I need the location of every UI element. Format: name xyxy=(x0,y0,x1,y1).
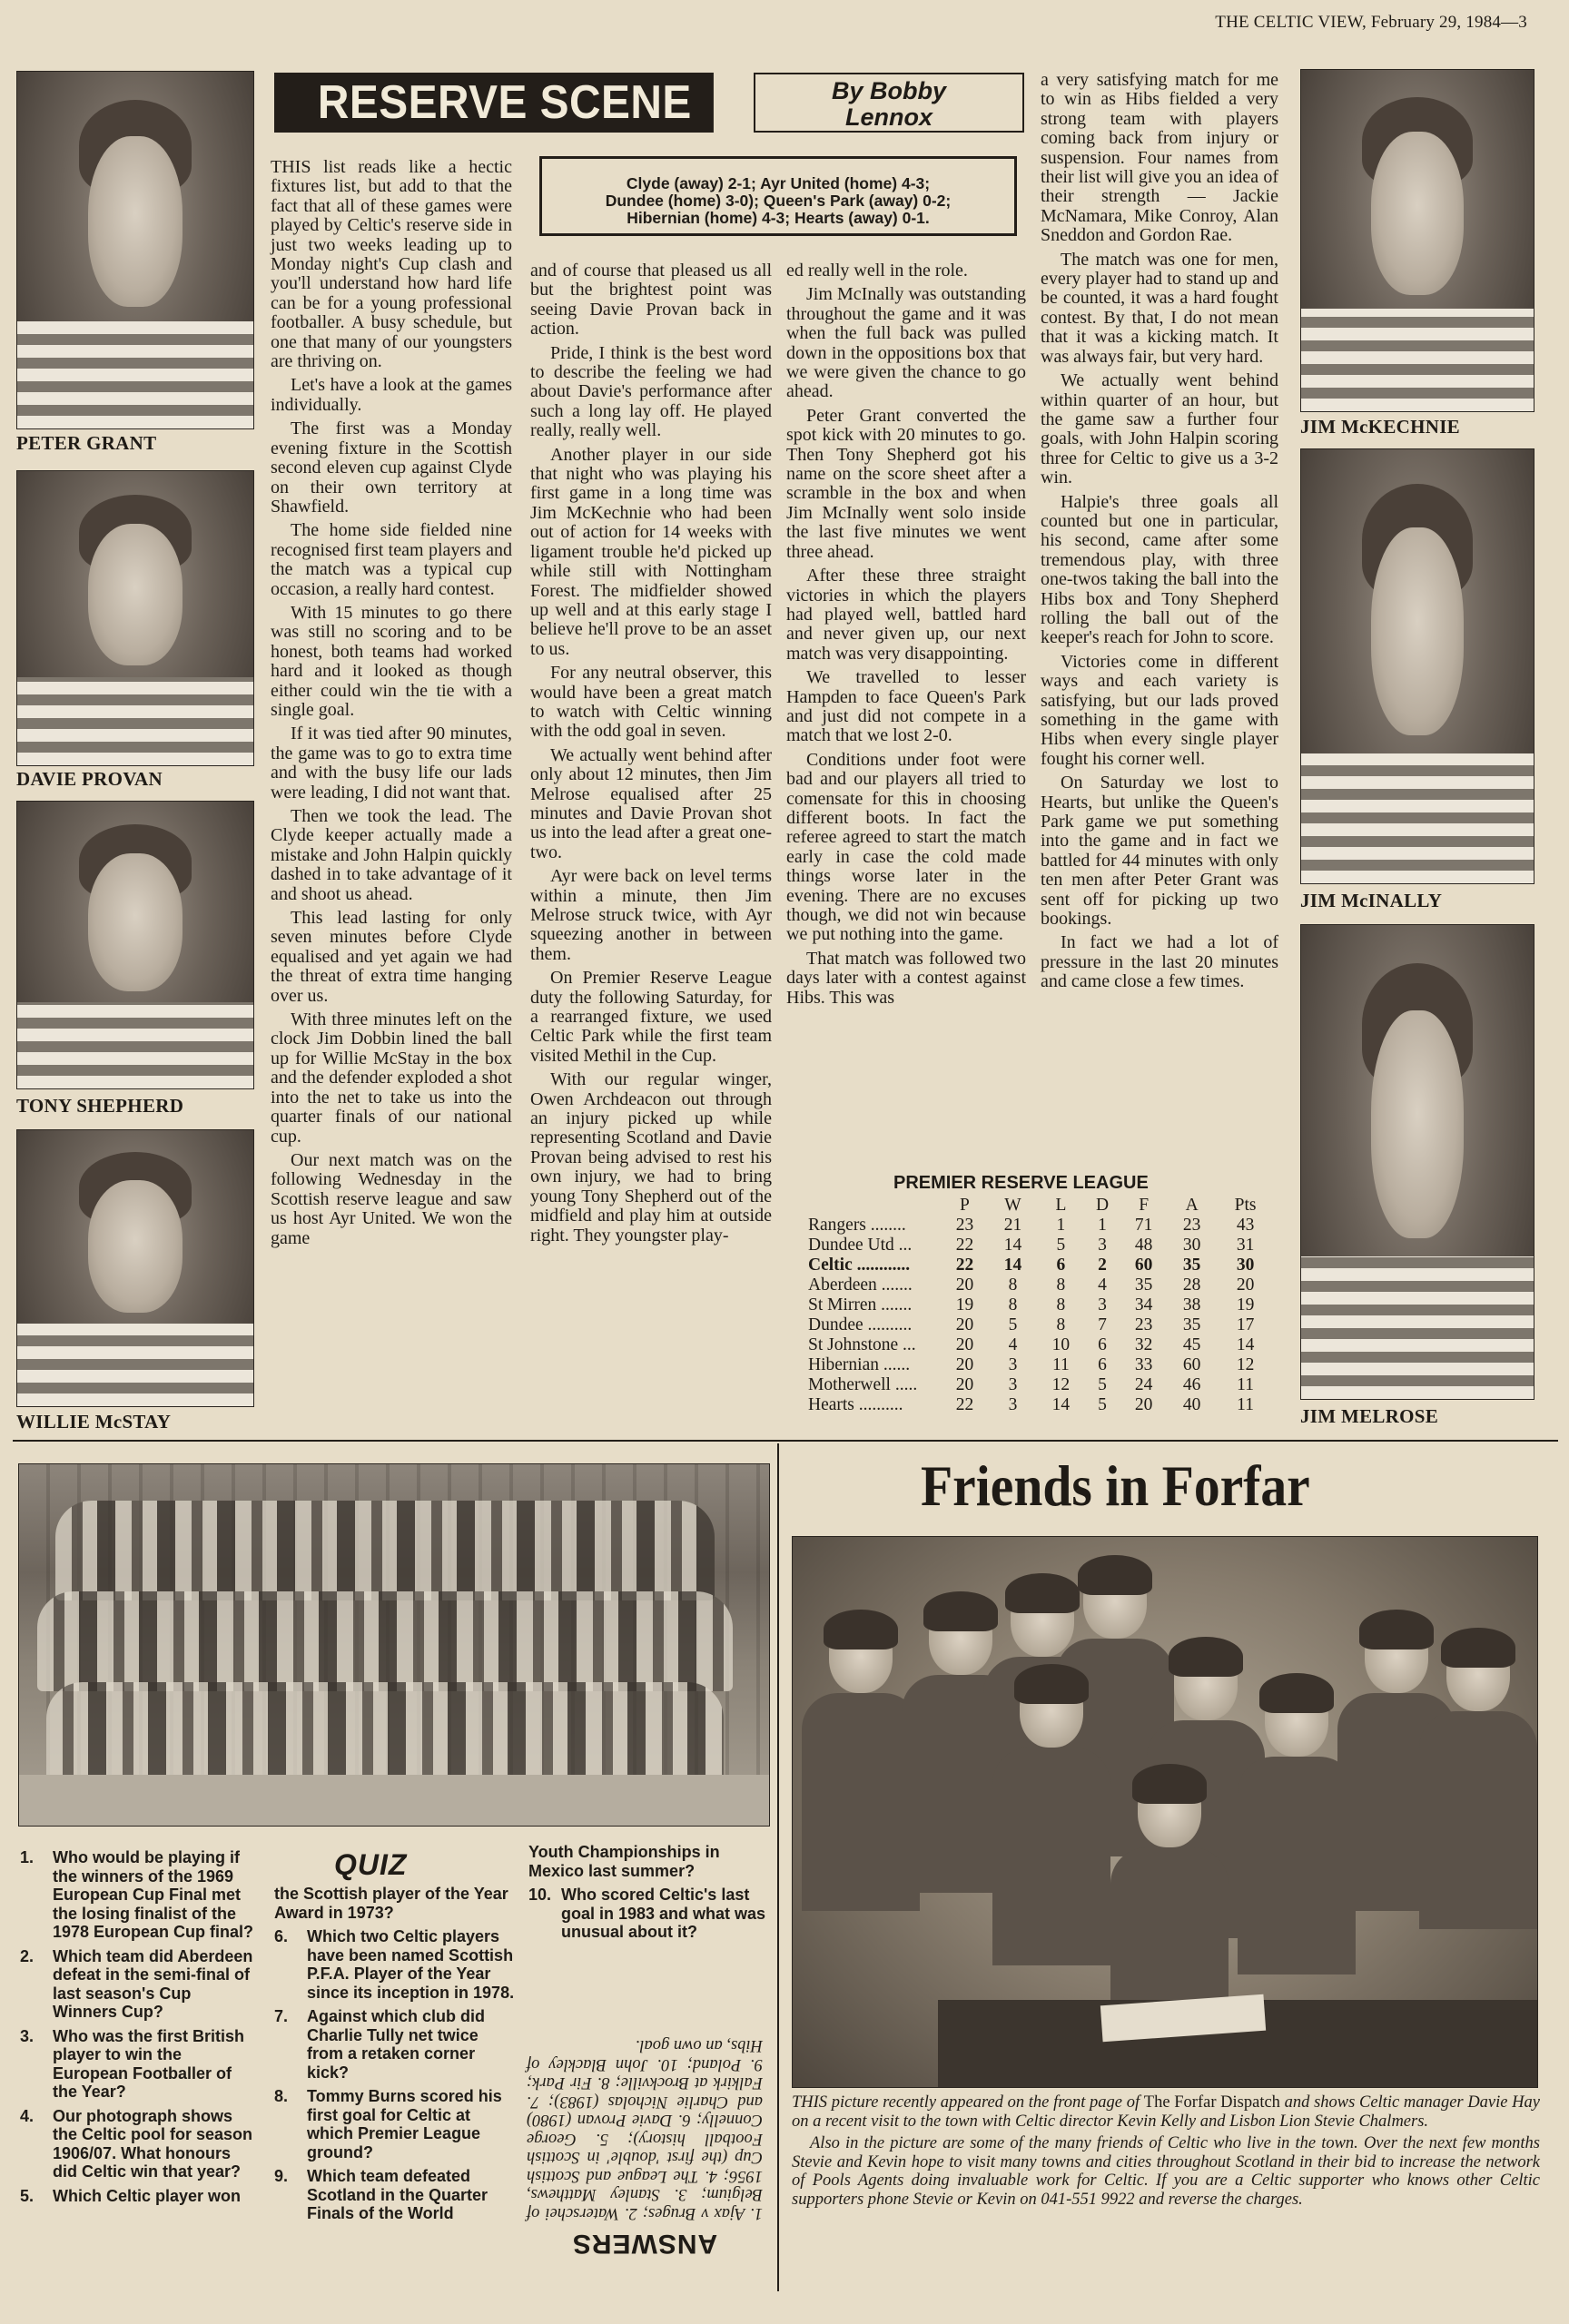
league-cell: 20 xyxy=(1236,1275,1255,1295)
quiz-question-number: 7. xyxy=(274,2007,289,2025)
league-row xyxy=(803,1295,1275,1315)
league-cell: 35 xyxy=(1182,1256,1201,1275)
caption-willie-mcstay: WILLIE McSTAY xyxy=(16,1411,172,1433)
column-divider xyxy=(777,1443,779,2291)
league-cell: 35 xyxy=(1134,1275,1153,1295)
league-cell: 20 xyxy=(955,1335,974,1354)
league-column-header: F xyxy=(1139,1196,1150,1215)
article-paragraph: Ayr were back on level terms within a minute, then Jim Melrose struck twice, with Ayr squeezing another in between them. xyxy=(530,866,772,964)
photo-jim-melrose xyxy=(1300,924,1534,1400)
league-column-header: P xyxy=(960,1196,970,1215)
quiz-question xyxy=(274,2007,516,2082)
league-cell: 5 xyxy=(1098,1395,1107,1414)
league-cell: 14 xyxy=(1236,1335,1255,1354)
quiz-question xyxy=(274,2167,516,2223)
result-line: Hibernian (home) 4-3; Hearts (away) 0-1. xyxy=(627,209,930,227)
quiz-question xyxy=(274,1927,516,2002)
quiz-question-number: 6. xyxy=(274,1927,289,1945)
section-divider xyxy=(13,1440,1558,1442)
article-title: RESERVE SCENE xyxy=(274,73,714,133)
caption-text: and shows Celtic manager Davie Hay on a recent visit to the town with Celtic director Kevin Kelly and Lisbon Lion Stevie Chalmers. xyxy=(792,2093,1541,2131)
caption-jim-melrose: JIM MELROSE xyxy=(1300,1405,1439,1427)
league-row xyxy=(803,1256,1275,1275)
article-paragraph: Conditions under foot were bad and our players all tried to comensate for this in choosing different boots. In fact the referee agreed to start the match early in case the cold made things worse later in the evening. There are no excuses though, we did not win because we put nothing into the game. xyxy=(786,749,1026,945)
league-cell: 5 xyxy=(1008,1315,1018,1334)
caption-publication-name: The Forfar Dispatch xyxy=(1143,2093,1280,2112)
quiz-column-2 xyxy=(274,1885,516,2229)
article-paragraph: ed really well in the role. xyxy=(786,261,968,281)
league-column-header: D xyxy=(1096,1196,1110,1215)
quiz-question-number: 8. xyxy=(274,2087,289,2105)
league-cell: 31 xyxy=(1236,1236,1255,1255)
quiz-question xyxy=(528,1886,774,1942)
quiz-question-number: 2. xyxy=(20,1946,35,1965)
league-cell: 8 xyxy=(1008,1275,1018,1295)
league-row xyxy=(803,1335,1275,1355)
quiz-column-3 xyxy=(528,1843,774,1947)
caption-davie-provan: DAVIE PROVAN xyxy=(16,768,163,790)
league-cell: 28 xyxy=(1182,1275,1201,1295)
quiz-question-number: 10. xyxy=(528,1886,552,1904)
team-photo-1906 xyxy=(18,1463,770,1827)
league-cell: 23 xyxy=(1182,1216,1201,1235)
league-cell: 2 xyxy=(1098,1256,1107,1275)
league-cell: 20 xyxy=(955,1275,974,1295)
quiz-question-text: Who would be playing if the winners of the 1969 European Cup Final met the losing finalist of the 1978 European Cup final? xyxy=(53,1848,254,1941)
article-paragraph: The first was a Monday evening fixture in the Scottish second eleven cup against Clyde on their own territory at Shawfield. xyxy=(271,419,512,517)
league-team: Celtic ............ xyxy=(808,1256,911,1275)
caption-peter-grant: PETER GRANT xyxy=(16,432,157,454)
photo-davie-provan xyxy=(16,470,254,766)
league-team: Aberdeen ....... xyxy=(808,1275,913,1295)
league-team: Rangers ........ xyxy=(808,1216,906,1235)
league-cell: 3 xyxy=(1098,1236,1107,1255)
quiz-column-1 xyxy=(20,1848,260,2211)
caption-jim-mckechnie: JIM McKECHNIE xyxy=(1300,416,1460,438)
league-cell: 17 xyxy=(1236,1315,1255,1334)
league-team: St Johnstone ... xyxy=(808,1335,916,1354)
caption-jim-mcinally: JIM McINALLY xyxy=(1300,890,1443,911)
league-cell: 3 xyxy=(1008,1375,1018,1394)
photo-tony-shepherd xyxy=(16,801,254,1089)
caption-text: THIS picture recently appeared on the front page of xyxy=(792,2093,1144,2112)
article-paragraph: Peter Grant converted the spot kick with 20 minutes to go. Then Tony Shepherd got his name on the score sheet after a scramble in the box and when Jim McInally went solo inside the last five minutes we went three ahead. xyxy=(786,405,1026,562)
article-paragraph: Halpie's three goals all counted but one in particular, his second, came after some tremendous play, with three one-twos taking the ball into the Hibs box and Tony Shepherd rolling the ball out of the keeper's reach for John to score. xyxy=(1041,491,1278,648)
league-cell: 30 xyxy=(1182,1236,1201,1255)
league-cell: 8 xyxy=(1008,1295,1018,1315)
league-cell: 4 xyxy=(1008,1335,1018,1354)
quiz-question xyxy=(20,1848,260,1942)
quiz-question xyxy=(20,2187,260,2206)
article-paragraph: THIS list reads like a hectic fixtures list, but add to that the fact that all of these games were played by Celtic's reserve side in just two weeks leading up to Monday night's Cup clash and you'll understand how hard life can be for a young professional footballer. A busy schedule, but one that many of our youngsters are thriving on. xyxy=(271,157,512,372)
article-paragraph: On Saturday we lost to Hearts, but unlike the Queen's Park game we put something into the game and in fact we battled for 44 minutes with only ten men after Peter Grant was sent off for picking up two bookings. xyxy=(1041,773,1278,930)
league-cell: 3 xyxy=(1008,1395,1018,1414)
league-cell: 30 xyxy=(1236,1256,1255,1275)
league-cell: 1 xyxy=(1098,1216,1107,1235)
league-cell: 22 xyxy=(955,1236,974,1255)
quiz-question-number: 3. xyxy=(20,2026,35,2045)
quiz-question-text: Who was the first British player to win the European Footballer of the Year? xyxy=(53,2026,245,2101)
forfar-headline: Friends in Forfar xyxy=(921,1453,1310,1518)
league-table xyxy=(803,1173,1275,1415)
answers-text: 1. Ajax v Bruges; 2. Waterschei of Belgium; 3. Stanley Matthews, 1956; 4. The League and Scottish Cup (the first 'double' in Scottish Football history); 5. George Connelly; 6. Davie Provan (1980) and Charlie Nicholas (1983); 7. Falkirk at Brockville; 8. Fir Park; 9. Poland; 10. John Blackley of Hibs, an own goal. xyxy=(527,2036,763,2222)
league-cell: 8 xyxy=(1056,1315,1066,1334)
league-cell: 6 xyxy=(1056,1256,1066,1275)
league-cell: 8 xyxy=(1056,1275,1066,1295)
article-paragraph: and of course that pleased us all but the brightest point was seeing Davie Provan back in action. xyxy=(530,261,772,340)
league-team: St Mirren ....... xyxy=(808,1295,913,1315)
league-cell: 6 xyxy=(1098,1355,1107,1374)
league-cell: 12 xyxy=(1051,1375,1071,1394)
league-cell: 3 xyxy=(1008,1355,1018,1374)
article-paragraph: With three minutes left on the clock Jim Dobbin lined the ball up for Willie McStay in the box and the defender exploded a shot into the net to take us into the quarter finals of our national cup. xyxy=(271,1009,512,1147)
league-cell: 32 xyxy=(1134,1335,1153,1354)
league-team: Hibernian ...... xyxy=(808,1355,911,1374)
article-paragraph: This lead lasting for only seven minutes before Clyde equalised and yet again we had the threat of extra time hanging over us. xyxy=(271,908,512,1006)
quiz-question xyxy=(274,2087,516,2162)
league-cell: 14 xyxy=(1051,1395,1071,1414)
league-cell: 60 xyxy=(1134,1256,1153,1275)
league-cell: 38 xyxy=(1182,1295,1201,1315)
league-cell: 14 xyxy=(1003,1256,1022,1275)
article-paragraph: Another player in our side that night who was playing his first game in a long time was Jim McKechnie who had been out of action for 14 weeks with ligament trouble he'd picked up while still with Nottingham Forest. The midfielder showed up well and at this early stage I believe he'll prove to be an asset to us. xyxy=(530,444,772,659)
article-column-1 xyxy=(271,158,512,1253)
quiz-question-text: Tommy Burns scored his first goal for Celtic at which Premier League ground? xyxy=(307,2087,502,2162)
results-box xyxy=(539,156,1017,236)
league-column-header: Pts xyxy=(1234,1196,1257,1215)
league-cell: 22 xyxy=(955,1395,974,1414)
quiz-question-continued: Youth Championships in Mexico last summer? xyxy=(528,1843,720,1880)
league-cell: 33 xyxy=(1134,1355,1153,1374)
league-column-header: A xyxy=(1185,1196,1199,1215)
article-paragraph: Jim McInally was outstanding throughout the game and it was when the full back was pulled down in the oppositions box that we were given the chance to go ahead. xyxy=(786,284,1026,402)
league-cell: 22 xyxy=(955,1256,974,1275)
article-paragraph: In fact we had a lot of pressure in the last 20 minutes and came close a few times. xyxy=(1041,932,1278,992)
league-cell: 7 xyxy=(1098,1315,1107,1334)
league-cell: 40 xyxy=(1182,1395,1201,1414)
league-cell: 4 xyxy=(1098,1275,1107,1295)
league-cell: 1 xyxy=(1056,1216,1066,1235)
quiz-answers-upside-down xyxy=(527,1959,763,2259)
league-team: Hearts .......... xyxy=(808,1395,903,1414)
quiz-question-text: Which Celtic player won xyxy=(53,2186,242,2205)
league-cell: 20 xyxy=(1134,1395,1153,1414)
league-cell: 14 xyxy=(1003,1236,1022,1255)
quiz-question-number: 5. xyxy=(20,2186,35,2205)
quiz-question-text: Which two Celtic players have been named Scottish P.F.A. Player of the Year since its inception in 1978. xyxy=(307,1927,515,2002)
league-row xyxy=(803,1375,1275,1395)
league-row xyxy=(803,1236,1275,1256)
quiz-question-text: Our photograph shows the Celtic pool for season 1906/07. What honours did Celtic win that year? xyxy=(53,2106,253,2181)
league-cell: 46 xyxy=(1182,1375,1201,1394)
quiz-question xyxy=(20,2027,260,2102)
league-cell: 19 xyxy=(955,1295,974,1315)
article-paragraph: We travelled to lesser Hampden to face Queen's Park and just did not compete in a match that we lost 2-0. xyxy=(786,667,1026,746)
article-paragraph: After these three straight victories in which the players had played well, battled hard and never given up, our next match was very disappointing. xyxy=(786,566,1026,664)
article-column-4 xyxy=(1041,71,1278,997)
article-paragraph: On Premier Reserve League duty the following Saturday, for a rearranged fixture, we used Celtic Park while the first team visited Methil in the Cup. xyxy=(530,968,772,1066)
forfar-group-photo xyxy=(792,1536,1538,2088)
forfar-caption xyxy=(792,2093,1540,2212)
league-cell: 11 xyxy=(1237,1395,1254,1414)
league-cell: 6 xyxy=(1098,1335,1107,1354)
league-row xyxy=(803,1216,1275,1236)
league-cell: 48 xyxy=(1134,1236,1153,1255)
league-cell: 10 xyxy=(1051,1335,1071,1354)
byline xyxy=(754,73,1024,133)
quiz-question-text: Which team did Aberdeen defeat in the semi-final of last season's Cup Winners Cup? xyxy=(53,1946,253,2021)
league-cell: 24 xyxy=(1134,1375,1153,1394)
photo-jim-mcinally xyxy=(1300,448,1534,884)
result-line: Clyde (away) 2-1; Ayr United (home) 4-3; xyxy=(626,174,931,192)
league-cell: 43 xyxy=(1236,1216,1255,1235)
league-cell: 5 xyxy=(1098,1375,1107,1394)
league-cell: 3 xyxy=(1098,1295,1107,1315)
league-cell: 20 xyxy=(955,1315,974,1334)
article-paragraph: a very satisfying match for me to win as Hibs fielded a very strong team with players coming back from injury or suspension. Four names from their list will give you an idea of their strength — Jackie McNamara, Mike Conroy, Alan Sneddon and Gordon Rae. xyxy=(1041,70,1278,246)
league-row xyxy=(803,1275,1275,1295)
quiz-question-number: 9. xyxy=(274,2167,289,2185)
league-cell: 71 xyxy=(1134,1216,1153,1235)
league-cell: 21 xyxy=(1003,1216,1022,1235)
league-table-title: PREMIER RESERVE LEAGUE xyxy=(893,1173,1149,1193)
league-column-header: L xyxy=(1055,1196,1067,1215)
league-team: Dundee .......... xyxy=(808,1315,913,1334)
quiz-question-text: Against which club did Charlie Tully net twice from a retaken corner kick? xyxy=(307,2007,486,2082)
article-paragraph: Let's have a look at the games individually. xyxy=(271,375,512,415)
photo-willie-mcstay xyxy=(16,1129,254,1407)
article-paragraph: That match was followed two days later with a contest against Hibs. This was xyxy=(786,948,1026,1008)
league-team: Dundee Utd ... xyxy=(808,1236,913,1255)
forfar-caption-paragraph-2: Also in the picture are some of the many friends of Celtic who live in the town. Over the next few months Stevie and Kevin hope to visit many towns and cities throughout Scotland in their bid to increase the network of Pools Agents doing invaluable work for Celtic. If you are a Celtic supporter who knows other Celtic supporters phone Stevie or Kevin on 041-551 9922 and reverse the charges. xyxy=(792,2134,1540,2209)
league-cell: 19 xyxy=(1236,1295,1255,1315)
quiz-question xyxy=(20,2107,260,2181)
article-column-2 xyxy=(530,261,772,1250)
league-cell: 23 xyxy=(1134,1315,1153,1334)
forfar-caption-paragraph-1 xyxy=(792,2093,1540,2131)
league-cell: 45 xyxy=(1182,1335,1201,1354)
caption-tony-shepherd: TONY SHEPHERD xyxy=(16,1095,184,1117)
answers-title: ANSWERS xyxy=(571,2229,718,2259)
article-paragraph: Our next match was on the following Wednesday in the Scottish reserve league and saw us host Ayr United. We won the game xyxy=(271,1149,512,1248)
article-paragraph: With our regular winger, Owen Archdeacon out through an injury picked up while representing Scotland and Davie Provan being advised to rest his own injury, we had to bring young Tony Shepherd out of the midfield and play him at outside right. They youngster play- xyxy=(530,1069,772,1246)
article-paragraph: Then we took the lead. The Clyde keeper actually made a mistake and John Halpin quickly dashed in to take advantage of it and shoot us ahead. xyxy=(271,806,512,904)
photo-peter-grant xyxy=(16,71,254,429)
league-cell: 20 xyxy=(955,1375,974,1394)
league-cell: 12 xyxy=(1236,1355,1255,1374)
article-paragraph: The home side fielded nine recognised first team players and the match was a typical cup occasion, a really hard contest. xyxy=(271,520,512,599)
quiz-question-number: 4. xyxy=(20,2106,35,2125)
league-cell: 11 xyxy=(1237,1375,1254,1394)
quiz-title: QUIZ xyxy=(334,1848,408,1881)
running-head: THE CELTIC VIEW, February 29, 1984—3 xyxy=(1215,13,1527,32)
quiz-question xyxy=(20,1947,260,2022)
league-row xyxy=(803,1355,1275,1375)
league-cell: 34 xyxy=(1134,1295,1153,1315)
league-cell: 20 xyxy=(955,1355,974,1374)
article-paragraph: If it was tied after 90 minutes, the game was to go to extra time and with the busy life our lads were leading, I did not want that. xyxy=(271,724,512,803)
league-row xyxy=(803,1395,1275,1415)
league-row xyxy=(803,1315,1275,1335)
quiz-question-text: Which team defeated Scotland in the Quarter Finals of the World xyxy=(307,2167,488,2222)
article-paragraph: Pride, I think is the best word to describe the feeling we had about Davie's performance after such a long lay off. He played really, really well. xyxy=(530,342,772,441)
article-paragraph: For any neutral observer, this would have been a great match to watch with Celtic winning with the odd goal in seven. xyxy=(530,663,772,742)
league-cell: 5 xyxy=(1056,1236,1066,1255)
article-paragraph: Victories come in different ways and each variety is satisfying, but our lads proved something in the game with Hibs when every single player fought his corner well. xyxy=(1041,651,1278,769)
league-cell: 8 xyxy=(1056,1295,1066,1315)
league-cell: 35 xyxy=(1182,1315,1201,1334)
article-column-3 xyxy=(786,261,1026,1012)
article-paragraph: We actually went behind after only about 12 minutes, then Jim Melrose equalised after 25 minutes and Davie Provan shot us into the lead after a great one-two. xyxy=(530,744,772,862)
league-cell: 11 xyxy=(1052,1355,1070,1374)
result-line: Dundee (home) 3-0); Queen's Park (away) 0-2; xyxy=(605,192,952,210)
byline-line-2: Lennox xyxy=(844,103,933,131)
league-team: Motherwell ..... xyxy=(808,1375,918,1394)
article-paragraph: We actually went behind within quarter of an hour, but the game saw a further four goals, with John Halpin scoring three for Celtic to give us a 3-2 win. xyxy=(1041,370,1278,488)
league-cell: 23 xyxy=(955,1216,974,1235)
quiz-question-number: 1. xyxy=(20,1848,35,1866)
article-paragraph: With 15 minutes to go there was still no scoring and to be honest, both teams had worked hard and it looked as though either could win the tie with a single goal. xyxy=(271,602,512,720)
league-column-header: W xyxy=(1004,1196,1021,1215)
quiz-question-continued: the Scottish player of the Year Award in 1973? xyxy=(274,1885,508,1922)
quiz-question-text: Who scored Celtic's last goal in 1983 and what was unusual about it? xyxy=(561,1886,766,1941)
byline-line-1: By Bobby xyxy=(831,77,946,104)
league-cell: 60 xyxy=(1182,1355,1201,1374)
photo-jim-mckechnie xyxy=(1300,69,1534,412)
article-paragraph: The match was one for men, every player had to stand up and be counted, it was a hard fought contest. By that, I do not mean that it was a kicking match. It was always fair, but very hard. xyxy=(1041,249,1278,367)
